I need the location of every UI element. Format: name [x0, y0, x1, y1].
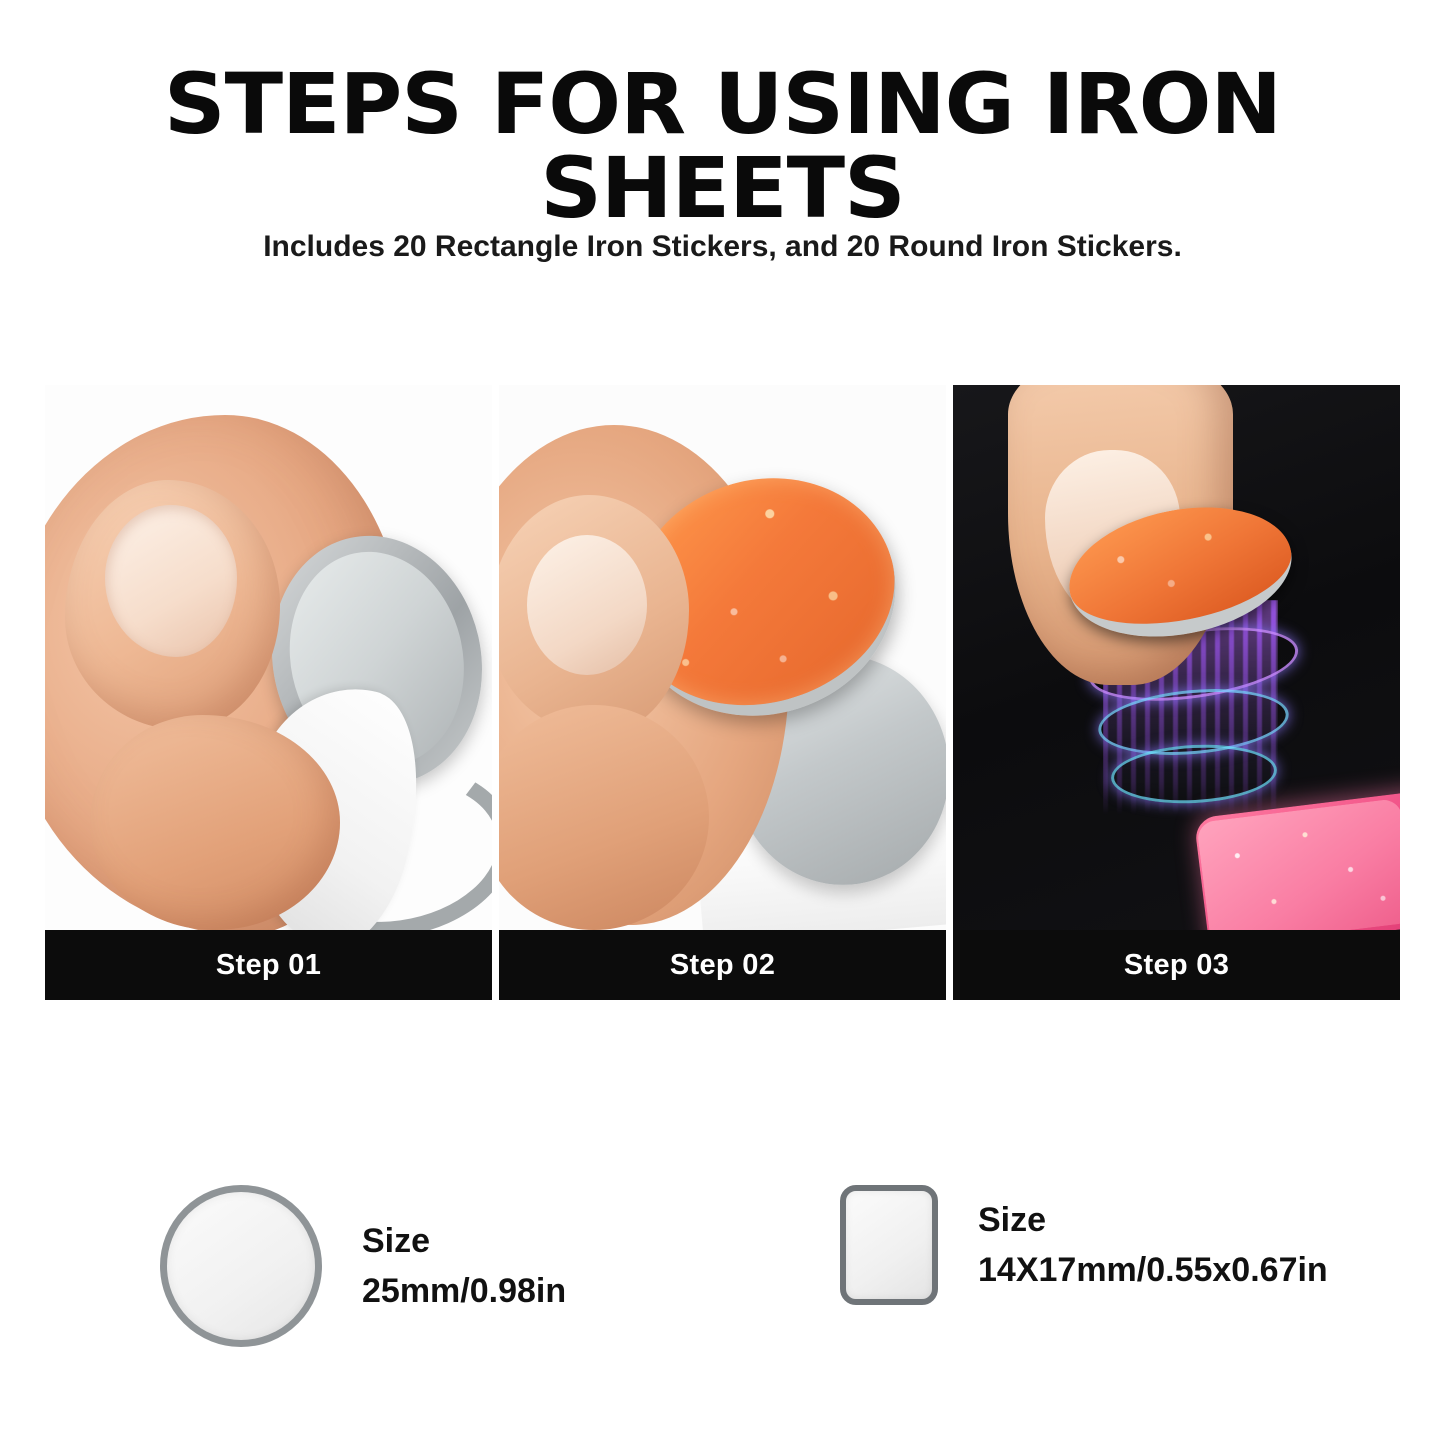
spec-round [160, 1185, 566, 1347]
step-card-02 [499, 385, 946, 1000]
size-specs [0, 1185, 1445, 1365]
step-02-photo [499, 385, 946, 930]
step-03-photo [953, 385, 1400, 930]
step-01-caption: Step 01 [45, 930, 492, 1000]
step-02-caption: Step 02 [499, 930, 946, 1000]
rectangle-sticker-swatch [840, 1185, 938, 1305]
thumbnail-shape [527, 535, 647, 675]
spec-rectangle [840, 1185, 1328, 1305]
step-01-photo [45, 385, 492, 930]
spec-round-value: 25mm/0.98in [362, 1272, 567, 1310]
spec-rectangle-text [978, 1198, 1328, 1292]
spec-rectangle-value: 14X17mm/0.55x0.67in [978, 1251, 1328, 1289]
step-03-caption: Step 03 [953, 930, 1400, 1000]
spec-round-label: Size [362, 1221, 431, 1260]
steps-row [45, 385, 1400, 1000]
spec-round-text [362, 1219, 566, 1313]
step-card-03 [953, 385, 1400, 1000]
round-sticker-swatch [160, 1185, 322, 1347]
spec-rectangle-label: Size [978, 1200, 1047, 1239]
page-subtitle: Includes 20 Rectangle Iron Stickers, and 20 Round Iron Stickers. [263, 230, 1182, 263]
page-title: STEPS FOR USING IRON SHEETS [163, 55, 1282, 237]
step-card-01 [45, 385, 492, 1000]
